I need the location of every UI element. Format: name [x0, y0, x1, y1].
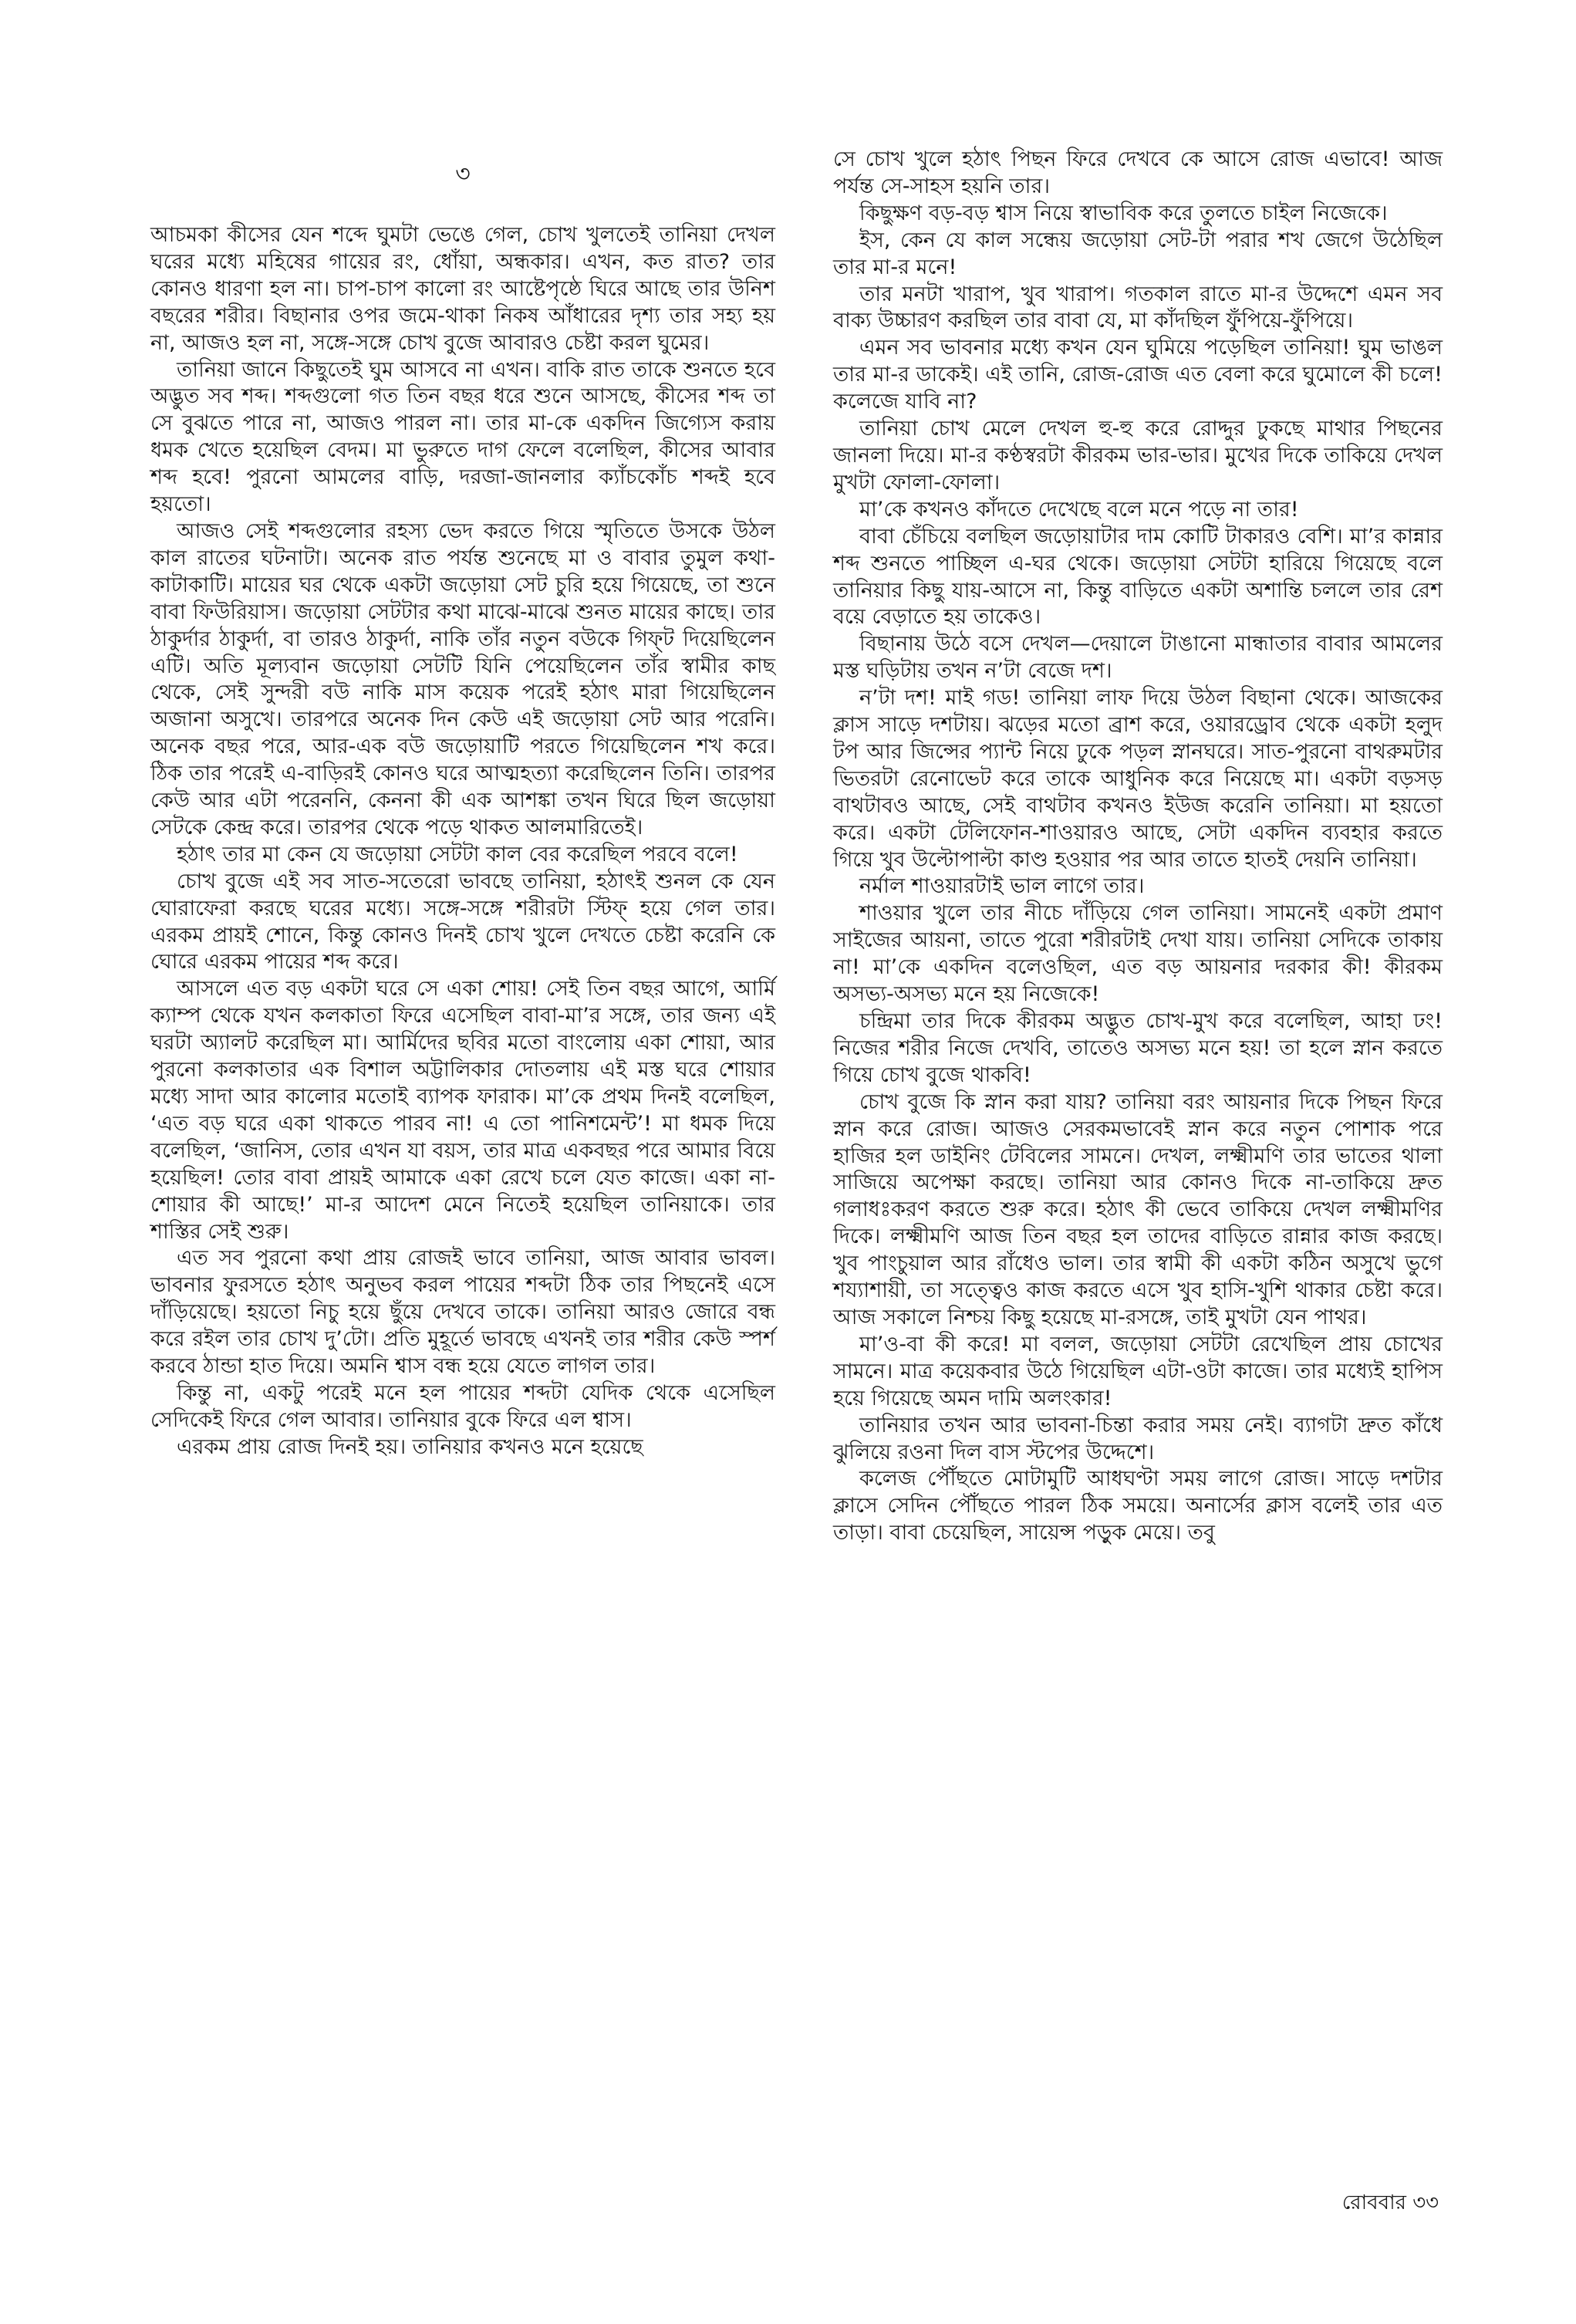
paragraph: তানিয়া জানে কিছুতেই ঘুম আসবে না এখন। বাকি রাত তাকে শুনতে হবে অদ্ভুত সব শব্দ। শব্দগুলো গত তিন বছর ধরে শুনে আসছে, কীসের শব্দ তা সে বুঝতে পারে না, আজও পারল না। তার মা-কে একদিন জিগ্যেস করায় ধমক খেতে হয়েছিল বেদম। মা ভুরুতে দাগ ফেলে বলেছিল, কীসের আবার শব্দ হবে! পুরনো আমলের বাড়ি, দরজা-জানলার ক্যাঁচকোঁচ শব্দই হবে হয়তো। [150, 357, 775, 517]
paragraph: তানিয়া চোখ মেলে দেখল হু-হু করে রোদ্দুর ঢুকছে মাথার পিছনের জানলা দিয়ে। মা-র কণ্ঠস্বরটা কীরকম ভার-ভার। মুখের দিকে তাকিয়ে দেখল মুখটা ফোলা-ফোলা। [833, 417, 1443, 495]
paragraph: এত সব পুরনো কথা প্রায় রোজই ভাবে তানিয়া, আজ আবার ভাবল। ভাবনার ফুরসতে হঠাৎ অনুভব করল পায়ের শব্দটা ঠিক তার পিছনেই এসে দাঁড়িয়েছে। হয়তো নিচু হয়ে ছুঁয়ে দেখবে তাকে। তানিয়া আরও জোরে বন্ধ করে রইল তার চোখ দু’টো। প্রতি মুহূর্তে ভাবছে এখনই তার শরীর কেউ স্পর্শ করবে ঠান্ডা হাত দিয়ে। অমনি শ্বাস বন্ধ হয়ে যেতে লাগল তার। [150, 1246, 775, 1379]
paragraph: চন্দ্রিমা তার দিকে কীরকম অদ্ভুত চোখ-মুখ করে বলেছিল, আহা ঢং! নিজের শরীর নিজে দেখবি, তাতেও অসভ্য মনে হয়! তা হলে স্নান করতে গিয়ে চোখ বুজে থাকবি! [833, 1009, 1443, 1087]
paragraph: তানিয়ার তখন আর ভাবনা-চিন্তা করার সময় নেই। ব্যাগটা দ্রুত কাঁধে ঝুলিয়ে রওনা দিল বাস স্টপের উদ্দেশে। [833, 1413, 1443, 1464]
page-number: ৩৩ [1412, 2191, 1439, 2214]
paragraph: শাওয়ার খুলে তার নীচে দাঁড়িয়ে গেল তানিয়া। সামনেই একটা প্রমাণ সাইজের আয়না, তাতে পুরো শরীরটাই দেখা যায়। তানিয়া সেদিকে তাকায় না! মা’কে একদিন বলেওছিল, এত বড় আয়নার দরকার কী! কীরকম অসভ্য-অসভ্য মনে হয় নিজেকে! [833, 901, 1443, 1007]
paragraph: তার মনটা খারাপ, খুব খারাপ। গতকাল রাতে মা-র উদ্দেশে এমন সব বাক্য উচ্চারণ করছিল তার বাবা যে, মা কাঁদছিল ফুঁপিয়ে-ফুঁপিয়ে। [833, 282, 1443, 333]
paragraph: মা’ও-বা কী করে! মা বলল, জড়োয়া সেটটা রেখেছিল প্রায় চোখের সামনে। মাত্র কয়েকবার উঠে গিয়েছিল এটা-ওটা কাজে। তার মধ্যেই হাপিস হয়ে গিয়েছে অমন দামি অলংকার! [833, 1332, 1443, 1410]
paragraph: কলেজ পৌঁছতে মোটামুটি আধঘণ্টা সময় লাগে রোজ। সাড়ে দশটার ক্লাসে সেদিন পৌঁছতে পারল ঠিক সময়ে। অনার্সের ক্লাস বলেই তার এত তাড়া। বাবা চেয়েছিল, সায়েন্স পড়ুক মেয়ে। তবু [833, 1467, 1443, 1545]
paragraph: কিছুক্ষণ বড়-বড় শ্বাস নিয়ে স্বাভাবিক করে তুলতে চাইল নিজেকে। [859, 201, 1388, 225]
paragraph: নর্মাল শাওয়ারটাই ভাল লাগে তার। [859, 874, 1145, 899]
chapter-number: ৩ [455, 160, 471, 187]
paragraph: এরকম প্রায় রোজ দিনই হয়। তানিয়ার কখনও মনে হয়েছে [177, 1434, 643, 1459]
paragraph: ইস, কেন যে কাল সন্ধেয় জড়োয়া সেট-টা পরার শখ জেগে উঠেছিল তার মা-র মনে! [833, 228, 1443, 279]
paragraph: চোখ বুজে কি স্নান করা যায়? তানিয়া বরং আয়নার দিকে পিছন ফিরে স্নান করে রোজ। আজও সেরকমভাবেই স্নান করে নতুন পোশাক পরে হাজির হল ডাইনিং টেবিলের সামনে। দেখল, লক্ষ্মীমণি তার ভাতের থালা সাজিয়ে অপেক্ষা করছে। তানিয়া আর কোনও দিকে না-তাকিয়ে দ্রুত গলাধঃকরণ করতে শুরু করে। হঠাৎ কী ভেবে তাকিয়ে দেখল লক্ষ্মীমণির দিকে। লক্ষ্মীমণি আজ তিন বছর হল তাদের বাড়িতে রান্নার কাজ করছে। খুব পাংচুয়াল আর রাঁধেও ভাল। তার স্বামী কী একটা কঠিন অসুখে ভুগে শয্যাশায়ী, তা সত্ত্বেও কাজ করতে এসে খুব হাসি-খুশি থাকার চেষ্টা করে। আজ সকালে নিশ্চয় কিছু হয়েছে মা-রসঙ্গে, তাই মুখটা যেন পাথর। [833, 1089, 1443, 1329]
page-footer [1342, 2190, 1439, 2216]
right-column [833, 147, 1443, 1547]
paragraph: বাবা চেঁচিয়ে বলছিল জড়োয়াটার দাম কোটি টাকারও বেশি। মা’র কান্নার শব্দ শুনতে পাচ্ছিল এ-ঘর থেকে। জড়োয়া সেটটা হারিয়ে গিয়েছে বলে তানিয়ার কিছু যায়-আসে না, কিন্তু বাড়িতে একটা অশান্তি চললে তার রেশ বয়ে বেড়াতে হয় তাকেও। [833, 524, 1443, 630]
paragraph: হঠাৎ তার মা কেন যে জড়োয়া সেটটা কাল বের করেছিল পরবে বলে! [177, 842, 738, 866]
magazine-name: রোববার [1341, 2191, 1406, 2214]
paragraph: আসলে এত বড় একটা ঘরে সে একা শোয়! সেই তিন বছর আগে, আর্মি ক্যাম্প থেকে যখন কলকাতা ফিরে এসেছিল বাবা-মা’র সঙ্গে, তার জন্য এই ঘরটা অ্যালট করেছিল মা। আর্মিদের ছবির মতো বাংলোয় একা শোয়া, আর পুরনো কলকাতার এক বিশাল অট্টালিকার দোতলায় এই মস্ত ঘরে শোয়ার মধ্যে সাদা আর কালোর মতোই ব্যাপক ফারাক। মা’কে প্রথম দিনই বলেছিল, ‘এত বড় ঘরে একা থাকতে পারব না! এ তো পানিশমেন্ট’! মা ধমক দিয়ে বলেছিল, ‘জানিস, তোর এখন যা বয়স, তার মাত্র একবছর পরে আমার বিয়ে হয়েছিল! তোর বাবা প্রায়ই আমাকে একা রেখে চলে যেত কাজে। একা না-শোয়ার কী আছে!’ মা-র আদেশ মেনে নিতেই হয়েছিল তানিয়াকে। তার শাস্তির সেই শুরু। [150, 977, 775, 1244]
paragraph: এমন সব ভাবনার মধ্যে কখন যেন ঘুমিয়ে পড়েছিল তানিয়া! ঘুম ভাঙল তার মা-র ডাকেই। এই তানি, রোজ-রোজ এত বেলা করে ঘুমোলে কী চলে! কলেজে যাবি না? [833, 336, 1443, 414]
paragraph: আজও সেই শব্দগুলোর রহস্য ভেদ করতে গিয়ে স্মৃতিতে উসকে উঠল কাল রাতের ঘটনাটা। অনেক রাত পর্যন্ত শুনেছে মা ও বাবার তুমুল কথা-কাটাকাটি। মায়ের ঘর থেকে একটা জড়োয়া সেট চুরি হয়ে গিয়েছে, তা শুনে বাবা ফিউরিয়াস। জড়োয়া সেটটার কথা মাঝে-মাঝে শুনত মায়ের কাছে। তার ঠাকুর্দার ঠাকুর্দা, বা তারও ঠাকুর্দা, নাকি তাঁর নতুন বউকে গিফ্‌ট দিয়েছিলেন এটি। অতি মূল্যবান জড়োয়া সেটটি যিনি পেয়েছিলেন তাঁর স্বামীর কাছ থেকে, সেই সুন্দরী বউ নাকি মাস কয়েক পরেই হঠাৎ মারা গিয়েছিলেন অজানা অসুখে। তারপরে অনেক দিন কেউ এই জড়োয়া সেট আর পরেনি। অনেক বছর পরে, আর-এক বউ জড়োয়াটি পরতে গিয়েছিলেন শখ করে। ঠিক তার পরেই এ-বাড়িরই কোনও ঘরে আত্মহত্যা করেছিলেন তিনি। তারপর কেউ আর এটা পরেননি, কেননা কী এক আশঙ্কা তখন ঘিরে ছিল জড়োয়া সেটকে কেন্দ্র করে। তারপর থেকে পড়ে থাকত আলমারিতেই। [150, 519, 775, 839]
paragraph: বিছানায় উঠে বসে দেখল—দেয়ালে টাঙানো মান্ধাতার বাবার আমলের মস্ত ঘড়িটায় তখন ন’টা বেজে দশ। [833, 632, 1443, 684]
paragraph: সে চোখ খুলে হঠাৎ পিছন ফিরে দেখবে কে আসে রোজ এভাবে! আজ পর্যন্ত সে-সাহস হয়নি তার। [833, 147, 1443, 198]
paragraph: মা’কে কখনও কাঁদতে দেখেছে বলে মনে পড়ে না তার! [859, 497, 1299, 522]
paragraph: ন’টা দশ! মাই গড! তানিয়া লাফ দিয়ে উঠল বিছানা থেকে। আজকের ক্লাস সাড়ে দশটায়। ঝড়ের মতো ব্রাশ করে, ওয়ারড্রোব থেকে একটা হলুদ টপ আর জিন্সের প্যান্ট নিয়ে ঢুকে পড়ল স্নানঘরে। সাত-পুরনো বাথরুমটার ভিতরটা রেনোভেট করে তাকে আধুনিক করে নিয়েছে মা। একটা বড়সড় বাথটাবও আছে, সেই বাথটাব কখনও ইউজ করেনি তানিয়া। মা হয়তো করে। একটা টেলিফোন-শাওয়ারও আছে, সেটা একদিন ব্যবহার করতে গিয়ে খুব উল্টোপাল্টা কাণ্ড হওয়ার পর আর তাতে হাতই দেয়নি তানিয়া। [833, 686, 1443, 872]
left-column [150, 151, 775, 1461]
paragraph: কিন্তু না, একটু পরেই মনে হল পায়ের শব্দটা যেদিক থেকে এসেছিল সেদিকেই ফিরে গেল আবার। তানিয়ার বুকে ফিরে এল শ্বাস। [150, 1380, 775, 1432]
paragraph: চোখ বুজে এই সব সাত-সতেরো ভাবছে তানিয়া, হঠাৎই শুনল কে যেন ঘোরাফেরা করছে ঘরের মধ্যে। সঙ্গে-সঙ্গে শরীরটা স্টিফ্‌ হয়ে গেল তার। এরকম প্রায়ই শোনে, কিন্তু কোনও দিনই চোখ খুলে দেখতে চেষ্টা করেনি কে ঘোরে এরকম পায়ের শব্দ করে। [150, 869, 775, 975]
paragraph: আচমকা কীসের যেন শব্দে ঘুমটা ভেঙে গেল, চোখ খুলতেই তানিয়া দেখল ঘরের মধ্যে মহিষের গায়ের রং, ধোঁয়া, অন্ধকার। এখন, কত রাত? তার কোনও ধারণা হল না। চাপ-চাপ কালো রং আষ্টেপৃষ্ঠে ঘিরে আছে তার উনিশ বছরের শরীর। বিছানার ওপর জমে-থাকা নিকষ আঁধারের দৃশ্য তার সহ্য হয় না, আজও হল না, সঙ্গে-সঙ্গে চোখ বুজে আবারও চেষ্টা করল ঘুমের। [150, 223, 775, 355]
